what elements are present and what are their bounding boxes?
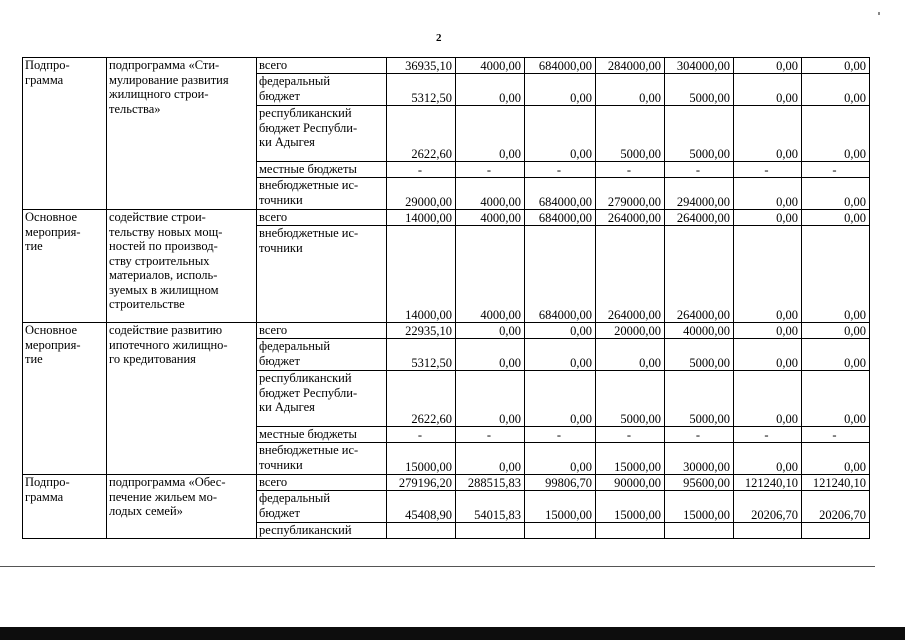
amount-cell: 264000,00 bbox=[665, 210, 734, 226]
amount-cell: 684000,00 bbox=[525, 58, 596, 74]
funding-source-cell: республиканский бюджет Республи- ки Адыгея bbox=[257, 371, 387, 427]
amount-cell: 5000,00 bbox=[596, 106, 665, 162]
amount-cell bbox=[387, 523, 456, 539]
amount-cell: 121240,10 bbox=[734, 475, 802, 491]
amount-cell: 5000,00 bbox=[596, 371, 665, 427]
section-name-cell: подпрограмма «Обес- печение жильем мо- лодых семей» bbox=[107, 475, 257, 539]
table-row bbox=[23, 475, 870, 491]
amount-cell: 40000,00 bbox=[665, 323, 734, 339]
amount-cell: 15000,00 bbox=[387, 443, 456, 475]
amount-cell: 45408,90 bbox=[387, 491, 456, 523]
amount-cell bbox=[665, 523, 734, 539]
amount-cell: 2622,60 bbox=[387, 106, 456, 162]
funding-source-cell: внебюджетные ис- точники bbox=[257, 443, 387, 475]
amount-cell: 20000,00 bbox=[596, 323, 665, 339]
amount-cell: 0,00 bbox=[525, 323, 596, 339]
amount-cell: 20206,70 bbox=[802, 491, 870, 523]
funding-source-cell: федеральный бюджет bbox=[257, 339, 387, 371]
amount-cell: 20206,70 bbox=[734, 491, 802, 523]
section-type-cell: Основное мероприя- тие bbox=[23, 323, 107, 475]
funding-source-cell: республиканский бюджет Республи- ки Адыгея bbox=[257, 106, 387, 162]
amount-cell: 0,00 bbox=[734, 443, 802, 475]
amount-cell: 36935,10 bbox=[387, 58, 456, 74]
amount-cell: 0,00 bbox=[456, 443, 525, 475]
amount-cell: - bbox=[596, 427, 665, 443]
amount-cell: - bbox=[456, 427, 525, 443]
amount-cell: 14000,00 bbox=[387, 226, 456, 323]
amount-cell: 5000,00 bbox=[665, 339, 734, 371]
amount-cell: 0,00 bbox=[802, 371, 870, 427]
amount-cell: 684000,00 bbox=[525, 178, 596, 210]
section-name-cell: содействие развитию ипотечного жилищно- го кредитования bbox=[107, 323, 257, 475]
amount-cell: 0,00 bbox=[802, 443, 870, 475]
amount-cell bbox=[734, 523, 802, 539]
amount-cell: 5000,00 bbox=[665, 106, 734, 162]
amount-cell: 15000,00 bbox=[525, 491, 596, 523]
amount-cell: 4000,00 bbox=[456, 178, 525, 210]
amount-cell: 0,00 bbox=[734, 323, 802, 339]
amount-cell: 264000,00 bbox=[596, 226, 665, 323]
amount-cell: 0,00 bbox=[734, 178, 802, 210]
amount-cell: 22935,10 bbox=[387, 323, 456, 339]
funding-source-cell: всего bbox=[257, 323, 387, 339]
amount-cell bbox=[802, 523, 870, 539]
amount-cell: 90000,00 bbox=[596, 475, 665, 491]
amount-cell: 121240,10 bbox=[802, 475, 870, 491]
amount-cell: 0,00 bbox=[802, 178, 870, 210]
amount-cell: - bbox=[802, 162, 870, 178]
amount-cell: - bbox=[525, 162, 596, 178]
amount-cell: 0,00 bbox=[734, 74, 802, 106]
page-number: 2 bbox=[436, 32, 442, 44]
amount-cell: 684000,00 bbox=[525, 226, 596, 323]
amount-cell: 14000,00 bbox=[387, 210, 456, 226]
amount-cell: 4000,00 bbox=[456, 210, 525, 226]
amount-cell: 0,00 bbox=[525, 74, 596, 106]
funding-source-cell: республиканский bbox=[257, 523, 387, 539]
amount-cell bbox=[596, 523, 665, 539]
amount-cell: 0,00 bbox=[525, 339, 596, 371]
section-type-cell: Подпро- грамма bbox=[23, 58, 107, 210]
amount-cell: 264000,00 bbox=[665, 226, 734, 323]
amount-cell: 15000,00 bbox=[596, 491, 665, 523]
amount-cell: 684000,00 bbox=[525, 210, 596, 226]
amount-cell: 0,00 bbox=[802, 58, 870, 74]
amount-cell: 288515,83 bbox=[456, 475, 525, 491]
amount-cell: 5000,00 bbox=[665, 74, 734, 106]
amount-cell: 0,00 bbox=[525, 443, 596, 475]
table-row bbox=[23, 210, 870, 226]
amount-cell bbox=[456, 523, 525, 539]
amount-cell: - bbox=[734, 162, 802, 178]
amount-cell: 0,00 bbox=[456, 74, 525, 106]
section-type-cell: Подпро- грамма bbox=[23, 475, 107, 539]
amount-cell: 30000,00 bbox=[665, 443, 734, 475]
amount-cell: 0,00 bbox=[596, 339, 665, 371]
amount-cell: 0,00 bbox=[734, 58, 802, 74]
amount-cell: 0,00 bbox=[456, 106, 525, 162]
funding-source-cell: всего bbox=[257, 475, 387, 491]
scan-speck bbox=[878, 12, 880, 15]
amount-cell: - bbox=[387, 427, 456, 443]
funding-source-cell: местные бюджеты bbox=[257, 427, 387, 443]
amount-cell: 0,00 bbox=[802, 106, 870, 162]
amount-cell: - bbox=[387, 162, 456, 178]
amount-cell: 5000,00 bbox=[665, 371, 734, 427]
amount-cell: 264000,00 bbox=[596, 210, 665, 226]
amount-cell: - bbox=[734, 427, 802, 443]
amount-cell: - bbox=[665, 427, 734, 443]
amount-cell: 54015,83 bbox=[456, 491, 525, 523]
budget-table bbox=[22, 57, 870, 539]
section-type-cell: Основное мероприя- тие bbox=[23, 210, 107, 323]
amount-cell: 95600,00 bbox=[665, 475, 734, 491]
table-row bbox=[23, 58, 870, 74]
amount-cell: 0,00 bbox=[734, 339, 802, 371]
funding-source-cell: всего bbox=[257, 210, 387, 226]
amount-cell bbox=[525, 523, 596, 539]
amount-cell: 0,00 bbox=[456, 323, 525, 339]
amount-cell: 0,00 bbox=[734, 371, 802, 427]
amount-cell: 0,00 bbox=[734, 210, 802, 226]
table-cut-line bbox=[0, 566, 875, 567]
scan-bottom-edge bbox=[0, 627, 905, 640]
table-row bbox=[23, 323, 870, 339]
amount-cell: - bbox=[456, 162, 525, 178]
amount-cell: 4000,00 bbox=[456, 226, 525, 323]
amount-cell: 29000,00 bbox=[387, 178, 456, 210]
amount-cell: 0,00 bbox=[802, 323, 870, 339]
amount-cell: 5312,50 bbox=[387, 74, 456, 106]
amount-cell: - bbox=[596, 162, 665, 178]
amount-cell: 0,00 bbox=[525, 106, 596, 162]
amount-cell: 0,00 bbox=[734, 106, 802, 162]
amount-cell: 0,00 bbox=[456, 371, 525, 427]
amount-cell: 15000,00 bbox=[665, 491, 734, 523]
amount-cell: 0,00 bbox=[456, 339, 525, 371]
amount-cell: 0,00 bbox=[596, 74, 665, 106]
amount-cell: 284000,00 bbox=[596, 58, 665, 74]
funding-source-cell: федеральный бюджет bbox=[257, 491, 387, 523]
section-name-cell: содействие строи- тельству новых мощ- ностей по производ- ству строительных материалов, исполь- зуемых в жилищном строительстве bbox=[107, 210, 257, 323]
amount-cell: 0,00 bbox=[802, 226, 870, 323]
amount-cell: 0,00 bbox=[734, 226, 802, 323]
amount-cell: 2622,60 bbox=[387, 371, 456, 427]
amount-cell: 4000,00 bbox=[456, 58, 525, 74]
amount-cell: 0,00 bbox=[802, 339, 870, 371]
amount-cell: 304000,00 bbox=[665, 58, 734, 74]
amount-cell: 279196,20 bbox=[387, 475, 456, 491]
funding-source-cell: федеральный бюджет bbox=[257, 74, 387, 106]
amount-cell: 0,00 bbox=[802, 74, 870, 106]
amount-cell: 5312,50 bbox=[387, 339, 456, 371]
amount-cell: 99806,70 bbox=[525, 475, 596, 491]
amount-cell: 0,00 bbox=[525, 371, 596, 427]
section-name-cell: подпрограмма «Сти- мулирование развития жилищного строи- тельства» bbox=[107, 58, 257, 210]
amount-cell: - bbox=[525, 427, 596, 443]
amount-cell: 0,00 bbox=[802, 210, 870, 226]
funding-source-cell: всего bbox=[257, 58, 387, 74]
budget-table-body bbox=[23, 58, 870, 539]
funding-source-cell: внебюджетные ис- точники bbox=[257, 226, 387, 323]
amount-cell: 15000,00 bbox=[596, 443, 665, 475]
funding-source-cell: внебюджетные ис- точники bbox=[257, 178, 387, 210]
amount-cell: - bbox=[665, 162, 734, 178]
funding-source-cell: местные бюджеты bbox=[257, 162, 387, 178]
amount-cell: 294000,00 bbox=[665, 178, 734, 210]
amount-cell: - bbox=[802, 427, 870, 443]
amount-cell: 279000,00 bbox=[596, 178, 665, 210]
